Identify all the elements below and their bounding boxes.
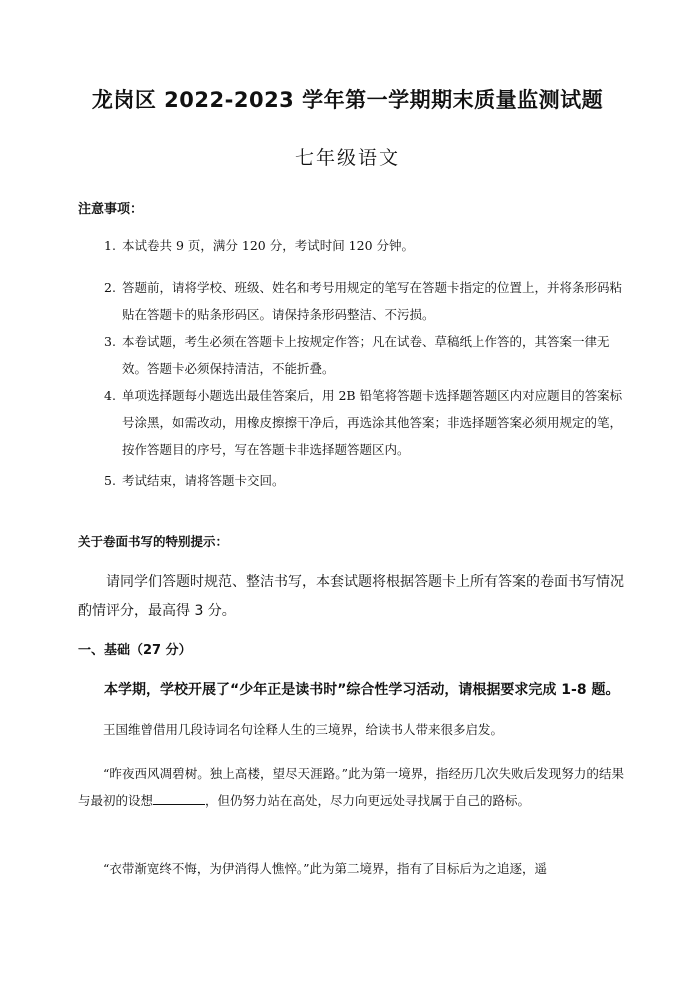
paragraph-2-text-after: ，但仍努力站在高处，尽力向更远处寻找属于自己的路标。 (205, 793, 531, 808)
notice-item-text: 单项选择题每小题选出最佳答案后，用 2B 铅笔将答题卡选择题答题区内对应题目的答案标号涂黑，如需改动，用橡皮擦擦干净后，再选涂其他答案；非选择题答案必须用规定的笔，按作答题目的序号，写在答题卡非选择题答题区内。 (122, 388, 623, 457)
paragraph-3: “衣带渐宽终不悔，为伊消得人憔悴。”此为第二境界，指有了目标后为之追逐，遥 (103, 861, 548, 876)
notice-item-number: 4. (104, 388, 116, 403)
notice-item-4 (104, 382, 624, 463)
notice-item-2 (104, 274, 624, 328)
paragraph-2-text-before: “昨夜西风凋碧树。独上高楼，望尽天涯路。”此为第一境界，指经历几次失败后发现努力的结果与最初的设想 (78, 766, 624, 808)
exam-subtitle: 七年级语文 (294, 147, 400, 169)
notice-item-number: 2. (104, 280, 116, 295)
notice-item-text: 答题前，请将学校、班级、姓名和考号用规定的笔写在答题卡指定的位置上，并将条形码粘贴在答题卡的贴条形码区。请保持条形码整洁、不污损。 (122, 280, 623, 322)
paragraph-2 (78, 760, 624, 814)
notice-item-1 (104, 232, 624, 259)
notice-item-text: 考试结束，请将答题卡交回。 (122, 473, 285, 488)
section-heading: 一、基础（27 分） (78, 643, 192, 658)
hint-body: 请同学们答题时规范、整洁书写，本套试题将根据答题卡上所有答案的卷面书写情况酌情评分，最高得 3 分。 (78, 574, 624, 619)
notice-item-number: 3. (104, 334, 116, 349)
answer-blank (153, 792, 205, 805)
hint-heading: 关于卷面书写的特别提示： (78, 534, 229, 549)
notice-item-number: 5. (104, 473, 116, 488)
paragraph-1: 王国维曾借用几段诗词名句诠释人生的三境界，给读书人带来很多启发。 (103, 722, 504, 737)
notice-item-3 (104, 328, 624, 382)
notice-item-number: 1. (104, 238, 116, 253)
notice-item-text: 本卷试题，考生必须在答题卡上按规定作答；凡在试卷、草稿纸上作答的，其答案一律无效。答题卡必须保持清洁，不能折叠。 (122, 334, 610, 376)
notice-heading: 注意事项： (78, 202, 144, 217)
section-intro: 本学期，学校开展了“少年正是读书时”综合性学习活动，请根据要求完成 1-8 题。 (104, 682, 620, 698)
notice-item-text: 本试卷共 9 页，满分 120 分，考试时间 120 分钟。 (122, 238, 415, 253)
notice-item-5 (104, 467, 624, 494)
exam-title: 龙岗区 2022-2023 学年第一学期期末质量监测试题 (91, 88, 604, 112)
